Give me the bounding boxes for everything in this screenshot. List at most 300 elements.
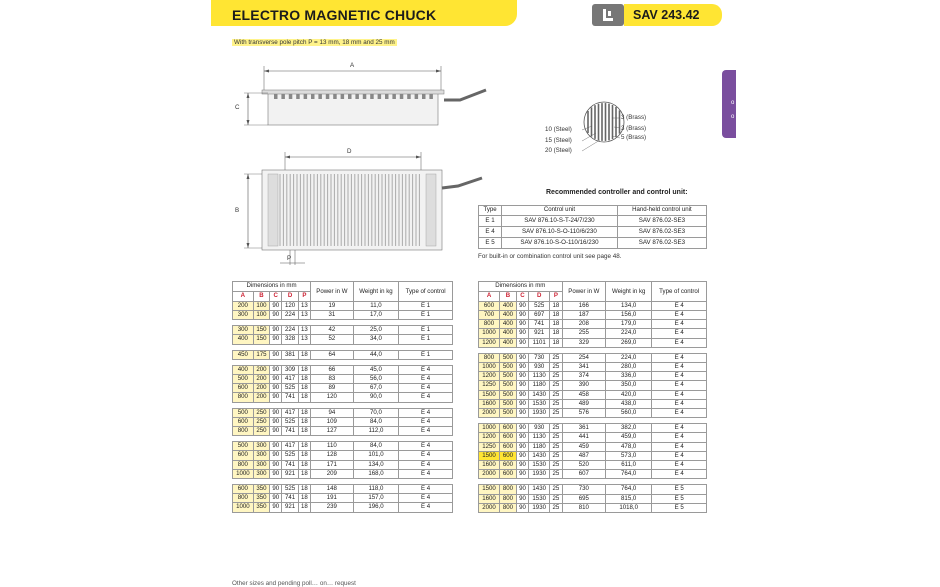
cell: E 1 (399, 335, 453, 344)
cell: 309 (282, 365, 298, 374)
pole-label-steel-20: 20 (Steel) (545, 147, 572, 154)
cell: 478,0 (606, 442, 652, 451)
cell: E 4 (652, 301, 707, 310)
cell: 25 (550, 433, 562, 442)
cell: 741 (529, 320, 550, 329)
cell: 600 (500, 433, 517, 442)
cell: 300 (253, 442, 269, 451)
table-row (233, 503, 453, 512)
cell: 489 (562, 399, 605, 408)
dim-d-label: D (347, 148, 352, 155)
cell: E 1 (399, 301, 453, 310)
cell: 800 (479, 320, 500, 329)
cell: E 4 (652, 372, 707, 381)
cell: 800 (500, 494, 517, 503)
cell: 25 (550, 470, 562, 479)
cell: 25 (550, 363, 562, 372)
cell: 1200 (479, 338, 500, 347)
cell: 90 (270, 469, 282, 478)
cell: 90 (516, 311, 528, 320)
cell: 525 (282, 485, 298, 494)
cell: 11,0 (353, 301, 399, 310)
cell: E 4 (399, 417, 453, 426)
cell: 25 (550, 353, 562, 362)
cell: 83 (311, 375, 354, 384)
footer-note: Other sizes and pending poll… on… request (232, 580, 356, 587)
cell: 459 (562, 442, 605, 451)
cell: 200 (253, 384, 269, 393)
table-row (233, 311, 453, 320)
cell: 34,0 (353, 335, 399, 344)
cell: 18 (298, 350, 310, 359)
cell: 90 (516, 381, 528, 390)
cell: E 4 (399, 365, 453, 374)
col-b: B (253, 291, 269, 301)
cell: 450 (233, 350, 254, 359)
weight-header: Weight in kg (606, 282, 652, 302)
cell: 224,0 (606, 329, 652, 338)
cell: 1000 (233, 503, 254, 512)
table-row (479, 390, 707, 399)
cell: 500 (500, 381, 517, 390)
cell: 84,0 (353, 442, 399, 451)
cell: 171 (311, 460, 354, 469)
table-row (479, 226, 707, 237)
table-row (233, 494, 453, 503)
table-row (479, 485, 707, 494)
cell: 90 (270, 451, 282, 460)
cell: 500 (233, 375, 254, 384)
power-header: Power in W (562, 282, 605, 302)
cell: 90 (516, 372, 528, 381)
cell: 1600 (479, 461, 500, 470)
cell: 25 (550, 381, 562, 390)
cell: 90 (270, 460, 282, 469)
cell: 328 (282, 335, 298, 344)
cell: 90 (516, 503, 528, 512)
cell: 341 (562, 363, 605, 372)
controller-col-unit: Control unit (502, 206, 618, 216)
cell: 1930 (529, 503, 550, 512)
cell: 1600 (479, 494, 500, 503)
dimensions-header: Dimensions in mm (479, 282, 563, 292)
cell: 1101 (529, 338, 550, 347)
cell: 350 (253, 485, 269, 494)
dimensions-header: Dimensions in mm (233, 282, 311, 292)
controller-col-handheld: Hand-held control unit (617, 206, 706, 216)
cell: 255 (562, 329, 605, 338)
cell: 25 (550, 390, 562, 399)
cell: 1200 (479, 372, 500, 381)
cell: E 4 (652, 451, 707, 460)
cell: 400 (500, 311, 517, 320)
cell: 31 (311, 311, 354, 320)
cell: 2000 (479, 503, 500, 512)
cell: 800 (500, 485, 517, 494)
cell: 1530 (529, 399, 550, 408)
cell: 417 (282, 442, 298, 451)
table-row (233, 365, 453, 374)
pole-label-steel-15: 15 (Steel) (545, 137, 572, 144)
table-row (233, 301, 453, 310)
cell: 120 (311, 393, 354, 402)
cell: 224,0 (606, 353, 652, 362)
col-c: C (270, 291, 282, 301)
cell: SAV 876.10-S-O-110/6/230 (502, 226, 618, 237)
col-d: D (529, 291, 550, 301)
cell: 921 (529, 329, 550, 338)
cell: 300 (233, 311, 254, 320)
cell: 500 (233, 442, 254, 451)
cell: 90 (270, 375, 282, 384)
table-row (479, 442, 707, 451)
cell: E 4 (399, 427, 453, 436)
cell: 25 (550, 399, 562, 408)
table-row (479, 329, 707, 338)
col-d: D (282, 291, 298, 301)
cell: 56,0 (353, 375, 399, 384)
cell: 90 (516, 301, 528, 310)
cell: 441 (562, 433, 605, 442)
table-row (479, 353, 707, 362)
dim-b-label: B (235, 207, 240, 214)
cell: E 4 (652, 320, 707, 329)
pole-label-brass-3b: 3 (Brass) (621, 125, 647, 132)
table-row (479, 503, 707, 512)
cell: 67,0 (353, 384, 399, 393)
cell: 525 (282, 417, 298, 426)
cell: 89 (311, 384, 354, 393)
cell: 800 (479, 353, 500, 362)
col-c: C (516, 291, 528, 301)
cell: SAV 876.02-SE3 (617, 237, 706, 248)
col-a: A (479, 291, 500, 301)
cell: 1018,0 (606, 503, 652, 512)
cell: 250 (253, 427, 269, 436)
cell: 500 (233, 408, 254, 417)
cell: 400 (233, 335, 254, 344)
cell: 741 (282, 460, 298, 469)
cell: E 5 (652, 485, 707, 494)
cell: 1500 (479, 485, 500, 494)
dim-c-label: C (235, 104, 240, 111)
cell: 18 (298, 485, 310, 494)
cell: 487 (562, 451, 605, 460)
cell: 66 (311, 365, 354, 374)
cell: 90 (516, 442, 528, 451)
cell: 127 (311, 427, 354, 436)
cell: 187 (562, 311, 605, 320)
cell: 45,0 (353, 365, 399, 374)
cell: 815,0 (606, 494, 652, 503)
cell: 390 (562, 381, 605, 390)
side-tab[interactable]: o o (722, 70, 736, 138)
cell: 118,0 (353, 485, 399, 494)
cell: 90 (516, 494, 528, 503)
table-row (233, 408, 453, 417)
cell: 2000 (479, 470, 500, 479)
table-row (233, 417, 453, 426)
table-row (233, 427, 453, 436)
cell: 800 (233, 494, 254, 503)
cell: 400 (500, 301, 517, 310)
cell: 148 (311, 485, 354, 494)
col-b: B (500, 291, 517, 301)
cell: 300 (253, 460, 269, 469)
cell: 600 (233, 384, 254, 393)
cell: 1930 (529, 470, 550, 479)
cell: 576 (562, 409, 605, 418)
cell: 1180 (529, 442, 550, 451)
cell: E 4 (399, 503, 453, 512)
cell: 128 (311, 451, 354, 460)
cell: 930 (529, 424, 550, 433)
cell: 110 (311, 442, 354, 451)
cell: 438,0 (606, 399, 652, 408)
cell: 600 (500, 451, 517, 460)
cell: E 4 (399, 485, 453, 494)
cell: 90 (516, 329, 528, 338)
table-row (233, 451, 453, 460)
cell: 18 (550, 320, 562, 329)
cell: 90 (516, 485, 528, 494)
cell: 25,0 (353, 326, 399, 335)
cell: 600 (233, 485, 254, 494)
cell: E 4 (399, 469, 453, 478)
cell: E 4 (399, 451, 453, 460)
cell: 525 (282, 384, 298, 393)
cell: 13 (298, 301, 310, 310)
cell: 600 (233, 417, 254, 426)
cell: 42 (311, 326, 354, 335)
cell: 90 (516, 399, 528, 408)
chuck-side-drawing (0, 0, 940, 280)
cell: E 4 (399, 393, 453, 402)
cell: 350,0 (606, 381, 652, 390)
cell: 18 (298, 494, 310, 503)
cell: 695 (562, 494, 605, 503)
cell: E 4 (652, 329, 707, 338)
drawings (0, 0, 940, 280)
cell: 1530 (529, 494, 550, 503)
cell: 18 (298, 417, 310, 426)
table-row (479, 424, 707, 433)
cell: 400 (500, 320, 517, 329)
cell: 400 (233, 365, 254, 374)
cell: 150 (253, 326, 269, 335)
cell: 329 (562, 338, 605, 347)
cell: 90 (516, 470, 528, 479)
cell: 520 (562, 461, 605, 470)
cell: E 4 (652, 470, 707, 479)
cell: 18 (298, 442, 310, 451)
cell: 208 (562, 320, 605, 329)
cell: 607 (562, 470, 605, 479)
cell: 90 (270, 326, 282, 335)
cell: 101,0 (353, 451, 399, 460)
table-row (479, 461, 707, 470)
cell: 196,0 (353, 503, 399, 512)
cell: 336,0 (606, 372, 652, 381)
cell: 921 (282, 469, 298, 478)
cell: 90 (516, 433, 528, 442)
cell: 84,0 (353, 417, 399, 426)
dimension-table-right (478, 281, 707, 513)
cell: 400 (500, 329, 517, 338)
cell: 1130 (529, 372, 550, 381)
cell: 200 (233, 301, 254, 310)
cell: 500 (500, 353, 517, 362)
cell: 25 (550, 451, 562, 460)
cell: 800 (233, 460, 254, 469)
cell: 1130 (529, 433, 550, 442)
cell: 157,0 (353, 494, 399, 503)
pole-label-brass-3a: 3 (Brass) (621, 114, 647, 121)
cell: 179,0 (606, 320, 652, 329)
cell: 1530 (529, 461, 550, 470)
table-row (479, 409, 707, 418)
cell: 280,0 (606, 363, 652, 372)
cell: 300 (253, 469, 269, 478)
cell: 800 (233, 427, 254, 436)
cell: 19 (311, 301, 354, 310)
cell: 90 (270, 301, 282, 310)
cell: 200 (253, 375, 269, 384)
cell: E 4 (399, 375, 453, 384)
page-subtitle: With transverse pole pitch P = 13 mm, 18 mm and 25 mm (234, 39, 395, 46)
cell: 18 (298, 384, 310, 393)
cell: 1430 (529, 451, 550, 460)
cell: 200 (253, 365, 269, 374)
cell: 921 (282, 503, 298, 512)
cell: 250 (253, 417, 269, 426)
cell: 18 (550, 301, 562, 310)
dim-p-label: P (287, 255, 292, 262)
cell: 459,0 (606, 433, 652, 442)
cell: E 5 (652, 494, 707, 503)
cell: 90 (270, 427, 282, 436)
cell: 100 (253, 311, 269, 320)
table-row (233, 326, 453, 335)
cell: E 4 (652, 390, 707, 399)
cell: 166 (562, 301, 605, 310)
cell: E 4 (652, 381, 707, 390)
cell: 25 (550, 485, 562, 494)
cell: 500 (500, 372, 517, 381)
type-header: Type of control (399, 282, 453, 302)
cell: 600 (500, 470, 517, 479)
cell: 800 (500, 503, 517, 512)
cell: 800 (233, 393, 254, 402)
cell: 150 (253, 335, 269, 344)
cell: 90 (270, 350, 282, 359)
cell: 600 (233, 451, 254, 460)
table-row (479, 372, 707, 381)
cell: 417 (282, 375, 298, 384)
cell: 300 (253, 451, 269, 460)
cell: 254 (562, 353, 605, 362)
cell: 25 (550, 409, 562, 418)
power-header: Power in W (311, 282, 354, 302)
cell: 764,0 (606, 470, 652, 479)
table-row (233, 384, 453, 393)
cell: 90 (516, 353, 528, 362)
cell: 18 (550, 311, 562, 320)
cell: 134,0 (606, 301, 652, 310)
col-a: A (233, 291, 254, 301)
controller-col-type: Type (479, 206, 502, 216)
cell: 1430 (529, 390, 550, 399)
cell: 18 (298, 503, 310, 512)
cell: 94 (311, 408, 354, 417)
cell: 70,0 (353, 408, 399, 417)
col-p: P (298, 291, 310, 301)
cell: E 4 (652, 311, 707, 320)
cell: E 4 (652, 442, 707, 451)
cell: 18 (550, 329, 562, 338)
cell: 600 (500, 461, 517, 470)
cell: 25 (550, 424, 562, 433)
cell: 1600 (479, 399, 500, 408)
cell: 175 (253, 350, 269, 359)
cell: 64 (311, 350, 354, 359)
cell: 730 (529, 353, 550, 362)
cell: E 1 (399, 350, 453, 359)
cell: 1500 (479, 451, 500, 460)
cell: 90 (270, 408, 282, 417)
cell: SAV 876.10-S-T-24/7/230 (502, 215, 618, 226)
cell: 600 (500, 442, 517, 451)
table-row (233, 460, 453, 469)
table-row (233, 350, 453, 359)
cell: 200 (253, 393, 269, 402)
table-row (233, 485, 453, 494)
cell: 500 (500, 399, 517, 408)
cell: 90 (270, 417, 282, 426)
cell: 90 (516, 363, 528, 372)
cell: 90 (270, 485, 282, 494)
table-row (233, 375, 453, 384)
cell: 90 (270, 494, 282, 503)
cell: 741 (282, 494, 298, 503)
controller-heading: Recommended controller and control unit: (546, 189, 688, 196)
cell: 90 (270, 503, 282, 512)
table-row (479, 470, 707, 479)
table-row (479, 363, 707, 372)
cell: 13 (298, 326, 310, 335)
cell: 13 (298, 335, 310, 344)
cell: 25 (550, 494, 562, 503)
cell: 611,0 (606, 461, 652, 470)
cell: 400 (500, 338, 517, 347)
cell: 350 (253, 494, 269, 503)
pole-label-steel-10: 10 (Steel) (545, 126, 572, 133)
cell: E 4 (652, 353, 707, 362)
cell: 381 (282, 350, 298, 359)
cell: 90 (270, 442, 282, 451)
cell: 600 (500, 424, 517, 433)
cell: 500 (500, 363, 517, 372)
cell: E 1 (399, 326, 453, 335)
dim-a-label: A (350, 62, 355, 69)
cell: 458 (562, 390, 605, 399)
table-row (479, 381, 707, 390)
cell: 90 (270, 365, 282, 374)
cell: 1000 (233, 469, 254, 478)
cell: E 4 (652, 363, 707, 372)
cell: 1430 (529, 485, 550, 494)
cell: 1500 (479, 390, 500, 399)
